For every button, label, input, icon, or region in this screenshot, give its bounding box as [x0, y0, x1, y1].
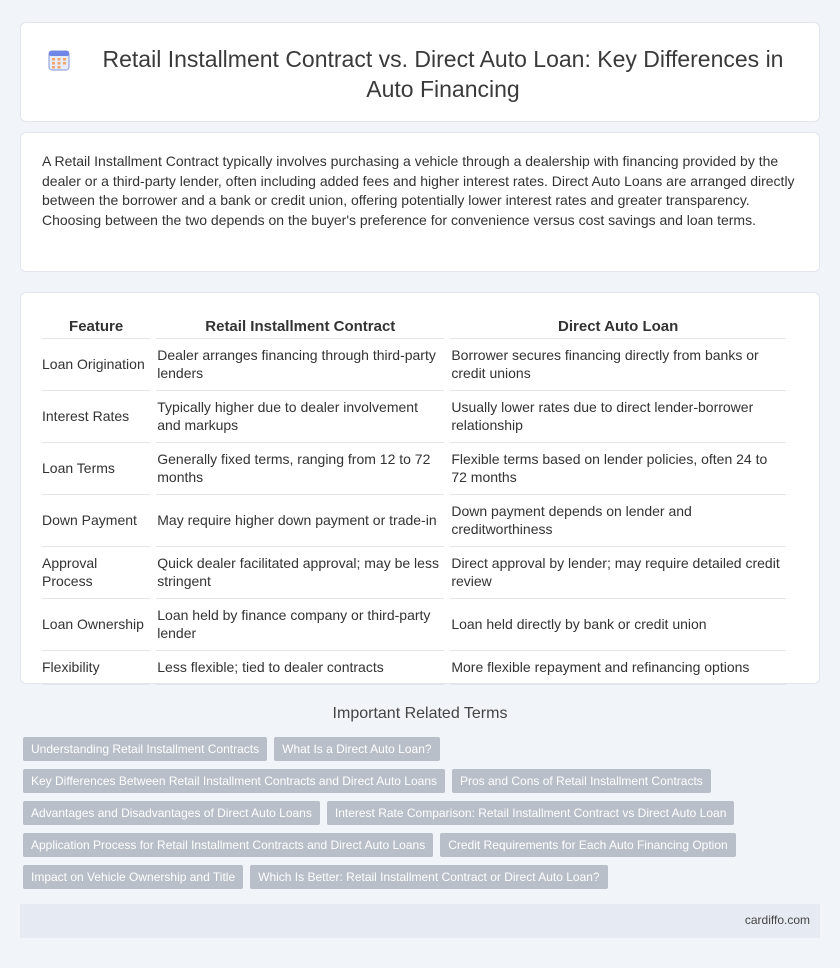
related-term-tag[interactable]: Impact on Vehicle Ownership and Title	[23, 865, 243, 889]
direct-cell: Borrower secures financing directly from banks or credit unions	[450, 339, 786, 391]
table-row	[42, 391, 786, 443]
related-terms-list	[23, 737, 823, 897]
retail-cell: Generally fixed terms, ranging from 12 to 72 months	[156, 443, 444, 495]
retail-cell: Less flexible; tied to dealer contracts	[156, 651, 444, 685]
retail-cell: Typically higher due to dealer involvement and markups	[156, 391, 444, 443]
direct-cell: Direct approval by lender; may require detailed credit review	[450, 547, 786, 599]
related-term-tag[interactable]: Credit Requirements for Each Auto Financing Option	[440, 833, 735, 857]
feature-cell: Loan Ownership	[42, 599, 150, 651]
direct-cell: Usually lower rates due to direct lender-borrower relationship	[450, 391, 786, 443]
table-row	[42, 547, 786, 599]
table-row	[42, 443, 786, 495]
direct-cell: Loan held directly by bank or credit union	[450, 599, 786, 651]
table-row	[42, 651, 786, 685]
feature-cell: Down Payment	[42, 495, 150, 547]
page-title: Retail Installment Contract vs. Direct Auto Loan: Key Differences in Auto Financing	[102, 46, 784, 102]
related-term-tag[interactable]: Pros and Cons of Retail Installment Contracts	[452, 769, 711, 793]
calendar-icon	[47, 48, 71, 72]
table-row	[42, 599, 786, 651]
direct-cell: More flexible repayment and refinancing options	[450, 651, 786, 685]
feature-cell: Approval Process	[42, 547, 150, 599]
related-term-tag[interactable]: Understanding Retail Installment Contracts	[23, 737, 267, 761]
header-direct-auto-loan: Direct Auto Loan	[450, 315, 786, 339]
retail-cell: Dealer arranges financing through third-party lenders	[156, 339, 444, 391]
related-terms-title: Important Related Terms	[332, 705, 508, 722]
feature-cell: Interest Rates	[42, 391, 150, 443]
related-term-tag[interactable]: What Is a Direct Auto Loan?	[274, 737, 439, 761]
intro-text: A Retail Installment Contract typically involves purchasing a vehicle through a dealership with financing provided by the dealer or a third-party lender, often including added fees and higher interest rates. Direct Auto Loans are arranged directly between the borrower and a bank or credit union, offering potentially lower interest rates and greater transparency. Choosing between the two depends on the buyer's preference for convenience versus cost savings and loan terms.	[42, 153, 795, 228]
feature-cell: Flexibility	[42, 651, 150, 685]
feature-cell: Loan Origination	[42, 339, 150, 391]
intro-card	[20, 132, 820, 272]
retail-cell: May require higher down payment or trade-in	[156, 495, 444, 547]
header-retail-installment-contract: Retail Installment Contract	[156, 315, 444, 339]
header-card	[20, 22, 820, 122]
table-row	[42, 495, 786, 547]
feature-cell: Loan Terms	[42, 443, 150, 495]
related-term-tag[interactable]: Which Is Better: Retail Installment Contract or Direct Auto Loan?	[250, 865, 607, 889]
related-term-tag[interactable]: Key Differences Between Retail Installment Contracts and Direct Auto Loans	[23, 769, 445, 793]
retail-cell: Quick dealer facilitated approval; may be less stringent	[156, 547, 444, 599]
comparison-table	[36, 315, 792, 685]
retail-cell: Loan held by finance company or third-party lender	[156, 599, 444, 651]
table-row	[42, 339, 786, 391]
header-feature: Feature	[42, 315, 150, 339]
comparison-table-card	[20, 292, 820, 684]
footer-site-link[interactable]: cardiffo.com	[744, 913, 810, 927]
related-term-tag[interactable]: Advantages and Disadvantages of Direct Auto Loans	[23, 801, 320, 825]
related-term-tag[interactable]: Application Process for Retail Installment Contracts and Direct Auto Loans	[23, 833, 433, 857]
footer	[20, 904, 820, 938]
table-header-row	[42, 315, 786, 339]
direct-cell: Down payment depends on lender and creditworthiness	[450, 495, 786, 547]
related-term-tag[interactable]: Interest Rate Comparison: Retail Installment Contract vs Direct Auto Loan	[327, 801, 735, 825]
direct-cell: Flexible terms based on lender policies, often 24 to 72 months	[450, 443, 786, 495]
